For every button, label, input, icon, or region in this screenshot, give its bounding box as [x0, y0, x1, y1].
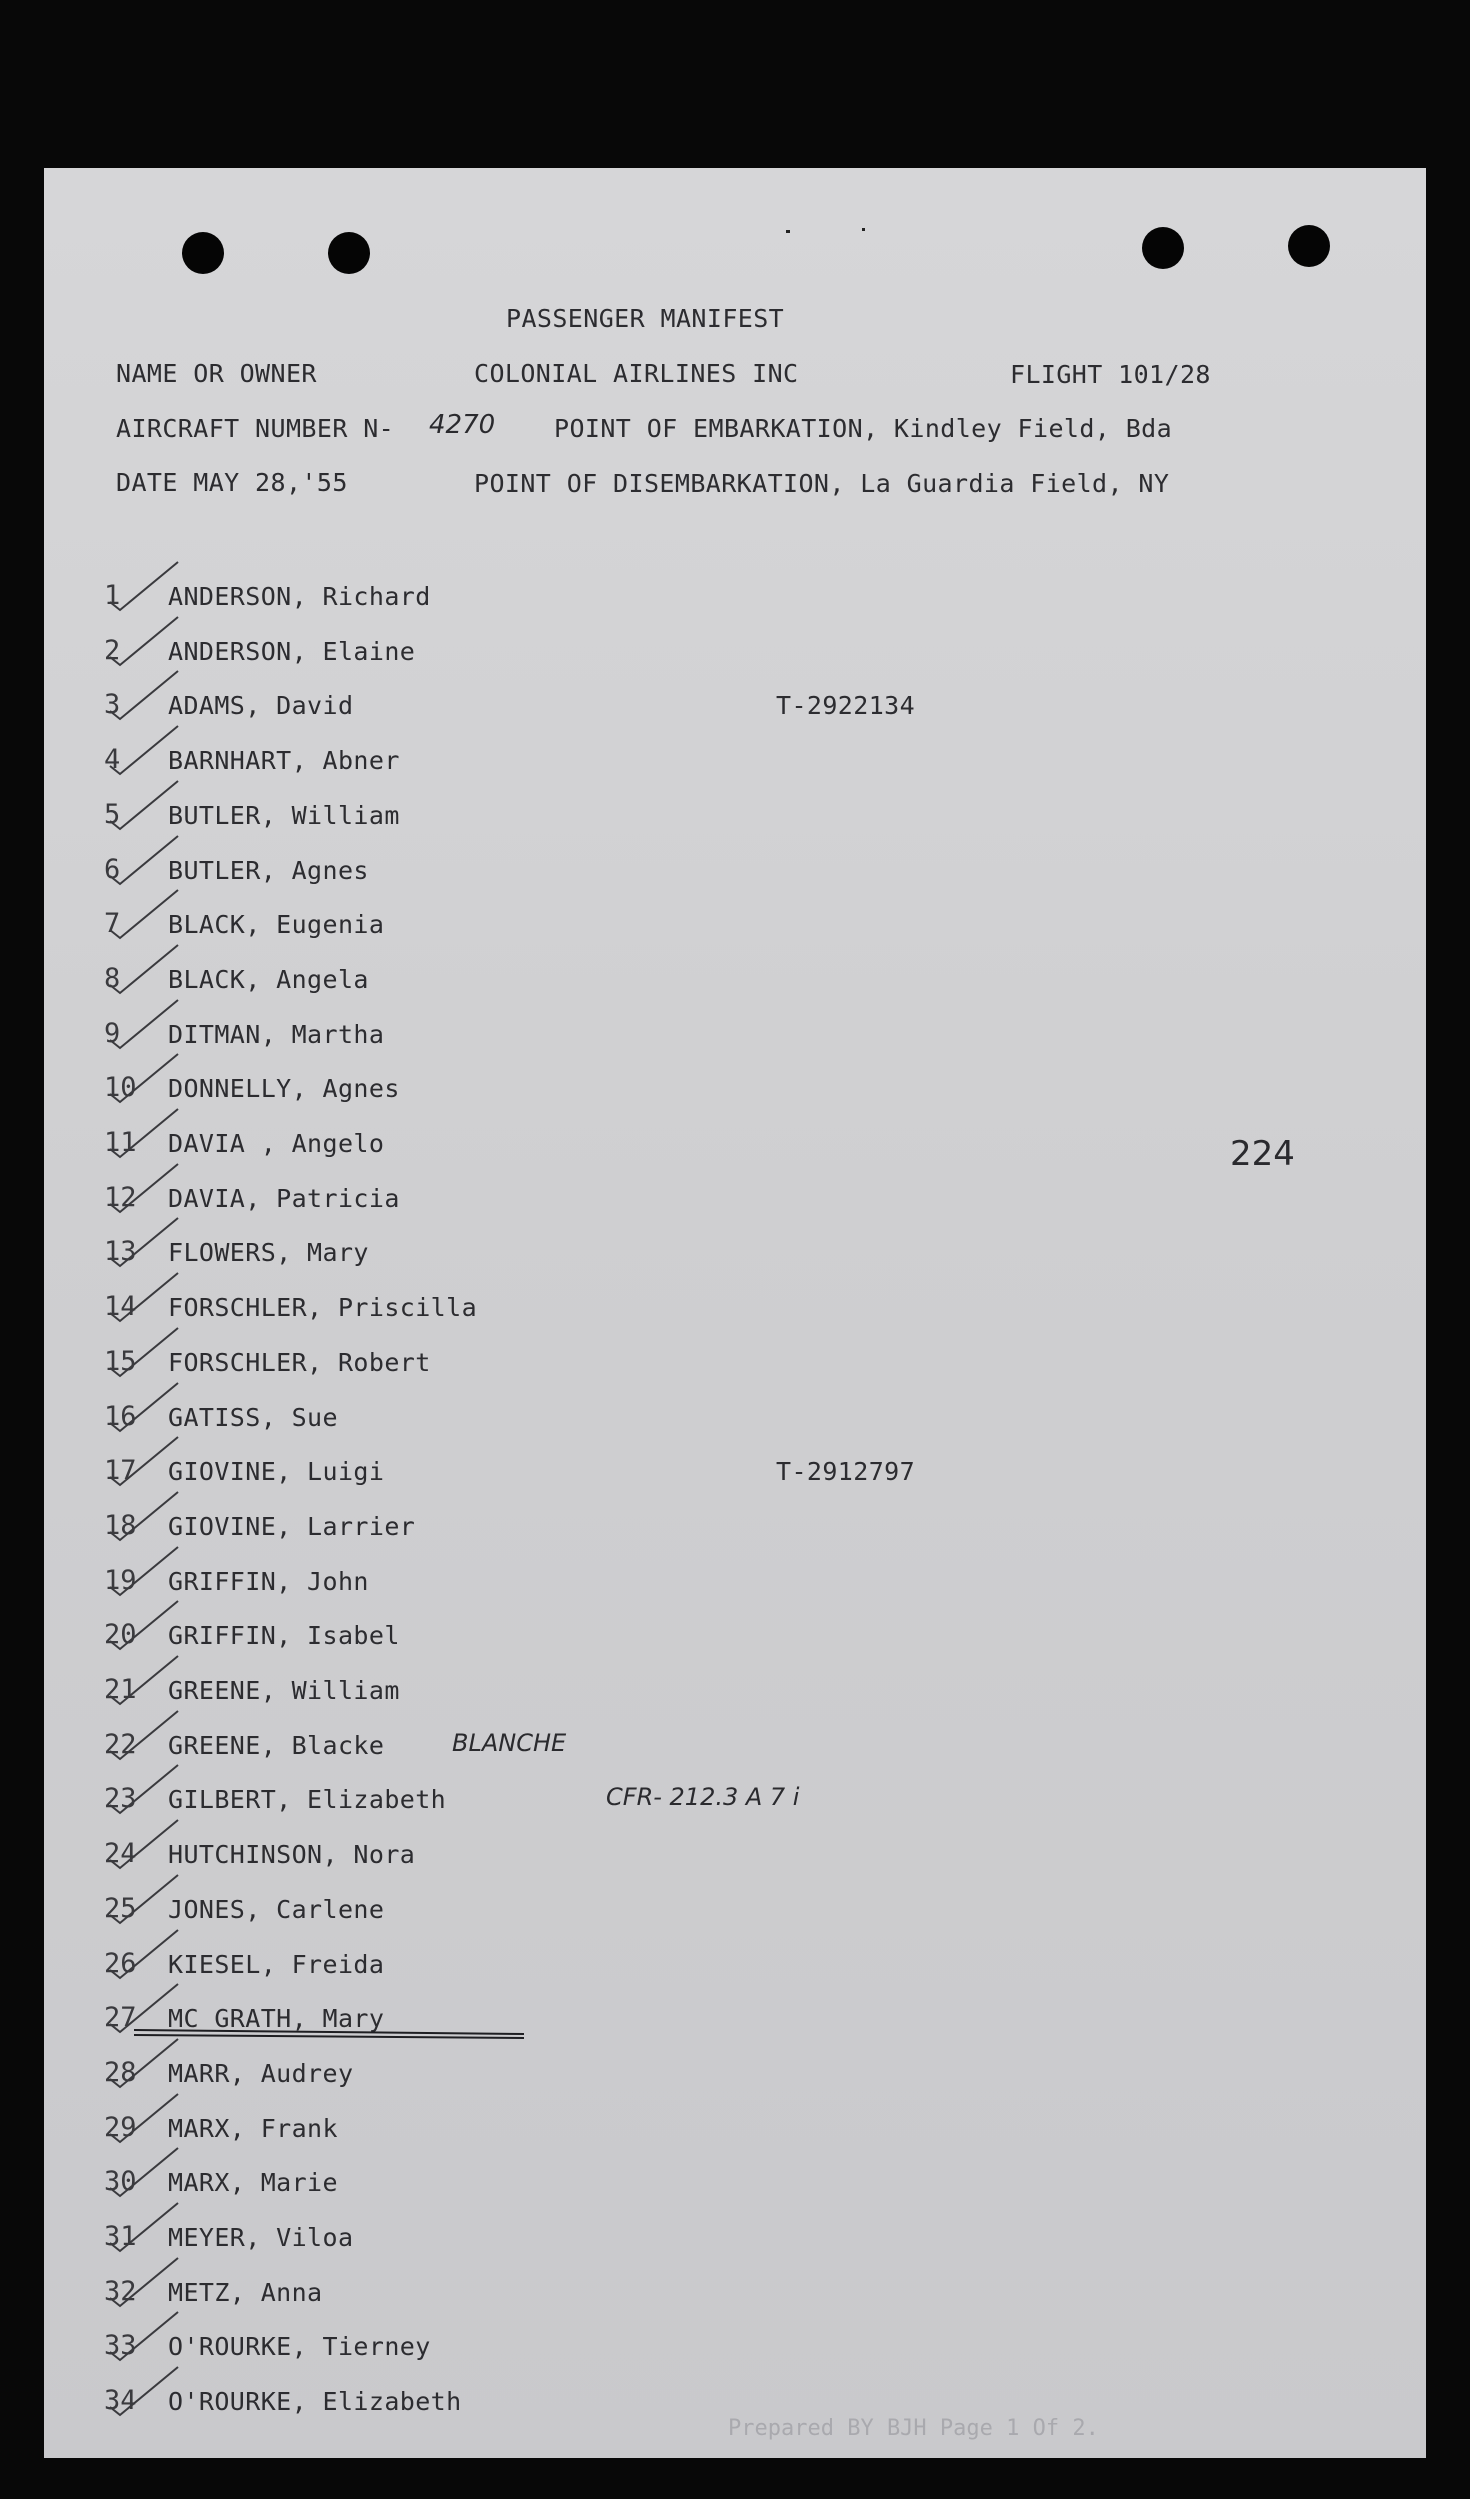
passenger-number: 3	[104, 689, 121, 721]
passenger-name: ANDERSON, Richard	[168, 582, 431, 611]
passenger-name: GREENE, William	[168, 1676, 400, 1705]
passenger-name: FLOWERS, Mary	[168, 1238, 369, 1268]
passenger-number: 4	[104, 744, 121, 776]
passenger-name: O'ROURKE, Elizabeth	[168, 2387, 462, 2417]
passenger-row	[104, 1401, 1104, 1441]
side-number: 224	[1230, 1134, 1295, 1174]
owner-value: COLONIAL AIRLINES INC	[474, 359, 799, 388]
passenger-number: 27	[104, 2002, 137, 2034]
passenger-number: 20	[104, 1619, 137, 1651]
passenger-row	[104, 1783, 1104, 1823]
passenger-row	[104, 1729, 1104, 1769]
passenger-row	[104, 1346, 1104, 1386]
passenger-row	[104, 2002, 1104, 2042]
passenger-name: GRIFFIN, John	[168, 1566, 369, 1596]
passenger-number: 24	[104, 1838, 137, 1870]
punch-hole	[1142, 227, 1184, 269]
passenger-row	[104, 635, 1104, 675]
passenger-number: 34	[104, 2385, 137, 2417]
passenger-name: GILBERT, Elizabeth	[168, 1785, 447, 1815]
passenger-name: KIESEL, Freida	[168, 1949, 385, 1979]
passenger-number: 12	[104, 1181, 137, 1213]
passenger-name: O'ROURKE, Tierney	[168, 2332, 431, 2362]
passenger-number: 11	[104, 1127, 137, 1158]
passenger-number: 13	[104, 1236, 137, 1268]
passenger-row	[104, 689, 1104, 729]
passenger-row	[104, 854, 1104, 894]
passenger-row	[104, 908, 1104, 948]
passenger-number: 22	[104, 1728, 137, 1760]
passenger-number: 29	[104, 2111, 137, 2143]
passenger-row	[104, 580, 1104, 620]
passenger-name: BARNHART, Abner	[168, 746, 400, 776]
handwritten-annotation: CFR- 212.3 A 7 i	[606, 1783, 800, 1812]
passenger-row	[104, 963, 1104, 1003]
aircraft-label: AIRCRAFT NUMBER N-	[116, 414, 395, 443]
flight-number: FLIGHT 101/28	[1010, 360, 1211, 389]
passenger-number: 6	[104, 853, 121, 885]
manifest-page	[44, 168, 1426, 2458]
passenger-name: DITMAN, Martha	[168, 1019, 385, 1049]
passenger-number: 19	[104, 1564, 137, 1596]
passenger-number: 30	[104, 2166, 137, 2198]
punch-hole	[328, 232, 370, 274]
passenger-name: MARX, Marie	[168, 2168, 338, 2198]
paper-speck	[786, 230, 790, 233]
punch-hole	[182, 232, 224, 274]
passenger-number: 21	[104, 1674, 137, 1705]
passenger-name: BLACK, Angela	[168, 964, 369, 994]
embarkation-point: POINT OF EMBARKATION, Kindley Field, Bda	[554, 414, 1173, 443]
passenger-name: ADAMS, David	[168, 691, 354, 721]
passenger-row	[104, 1674, 1104, 1714]
passenger-row	[104, 1072, 1104, 1112]
passenger-number: 17	[104, 1455, 137, 1487]
passenger-number: 8	[104, 962, 121, 994]
passenger-row	[104, 1948, 1104, 1988]
passenger-name: FORSCHLER, Priscilla	[168, 1293, 478, 1323]
passenger-number: 18	[104, 1509, 137, 1541]
passenger-number: 16	[104, 1400, 137, 1432]
passenger-number: 32	[104, 2275, 137, 2307]
strike-through-line	[134, 2026, 524, 2040]
passenger-number: 15	[104, 1345, 137, 1377]
aircraft-number: 4270	[429, 410, 496, 440]
date-label: DATE MAY 28,'55	[116, 468, 348, 497]
passenger-number: 5	[104, 798, 121, 830]
passenger-row	[104, 799, 1104, 839]
passenger-name: MC GRATH, Mary	[168, 2004, 385, 2034]
passenger-name: GRIFFIN, Isabel	[168, 1621, 400, 1651]
passenger-name: MEYER, Viloa	[168, 2223, 354, 2252]
manifest-title: PASSENGER MANIFEST	[506, 304, 785, 333]
passenger-name: BUTLER, Agnes	[168, 855, 369, 885]
passenger-name: DONNELLY, Agnes	[168, 1074, 400, 1104]
passenger-name: GIOVINE, Larrier	[168, 1511, 416, 1541]
passenger-name: BLACK, Eugenia	[168, 910, 385, 940]
passenger-number: 7	[104, 908, 121, 940]
passenger-row	[104, 2166, 1104, 2206]
passenger-name: JONES, Carlene	[168, 1894, 385, 1924]
passenger-name: HUTCHINSON, Nora	[168, 1840, 416, 1870]
passenger-row	[104, 1565, 1104, 1605]
passenger-name: MARX, Frank	[168, 2113, 338, 2143]
passenger-name: FORSCHLER, Robert	[168, 1347, 431, 1377]
passenger-number: 25	[104, 1892, 137, 1924]
passenger-row	[104, 2330, 1104, 2370]
passenger-number: 31	[104, 2221, 137, 2252]
passenger-name: MARR, Audrey	[168, 2058, 354, 2088]
passenger-row	[104, 1236, 1104, 1276]
disembarkation-point: POINT OF DISEMBARKATION, La Guardia Field, NY	[474, 469, 1170, 498]
passenger-row	[104, 2276, 1104, 2316]
passenger-name: DAVIA , Angelo	[168, 1129, 385, 1158]
passenger-number: 33	[104, 2330, 137, 2362]
passenger-name: METZ, Anna	[168, 2277, 323, 2307]
passenger-number: 1	[104, 580, 121, 611]
ticket-number: T-2922134	[776, 691, 916, 721]
passenger-row	[104, 2057, 1104, 2097]
passenger-number: 9	[104, 1017, 121, 1049]
footer-note: Prepared BY BJH Page 1 Of 2.	[728, 2416, 1099, 2441]
passenger-row	[104, 1291, 1104, 1331]
passenger-number: 26	[104, 1947, 137, 1979]
passenger-row	[104, 1893, 1104, 1933]
passenger-name: GATISS, Sue	[168, 1402, 338, 1432]
passenger-number: 2	[104, 634, 121, 666]
passenger-row	[104, 1127, 1104, 1167]
passenger-name: GIOVINE, Luigi	[168, 1457, 385, 1487]
passenger-number: 14	[104, 1291, 137, 1323]
passenger-number: 28	[104, 2056, 137, 2088]
punch-hole	[1288, 225, 1330, 267]
passenger-number: 23	[104, 1783, 137, 1815]
passenger-row	[104, 1510, 1104, 1550]
passenger-name: DAVIA, Patricia	[168, 1183, 400, 1213]
passenger-name: GREENE, Blacke	[168, 1730, 385, 1760]
passenger-number: 10	[104, 1072, 137, 1104]
passenger-row	[104, 1182, 1104, 1222]
passenger-row	[104, 1018, 1104, 1058]
passenger-row	[104, 1455, 1104, 1495]
passenger-row	[104, 2221, 1104, 2261]
passenger-name: BUTLER, William	[168, 800, 400, 830]
passenger-row	[104, 1838, 1104, 1878]
passenger-row	[104, 744, 1104, 784]
owner-label: NAME OR OWNER	[116, 359, 317, 388]
passenger-row	[104, 2112, 1104, 2152]
passenger-row	[104, 1619, 1104, 1659]
paper-speck	[862, 228, 865, 231]
passenger-name: ANDERSON, Elaine	[168, 636, 416, 666]
ticket-number: T-2912797	[776, 1457, 916, 1487]
handwritten-annotation: BLANCHE	[452, 1728, 567, 1757]
